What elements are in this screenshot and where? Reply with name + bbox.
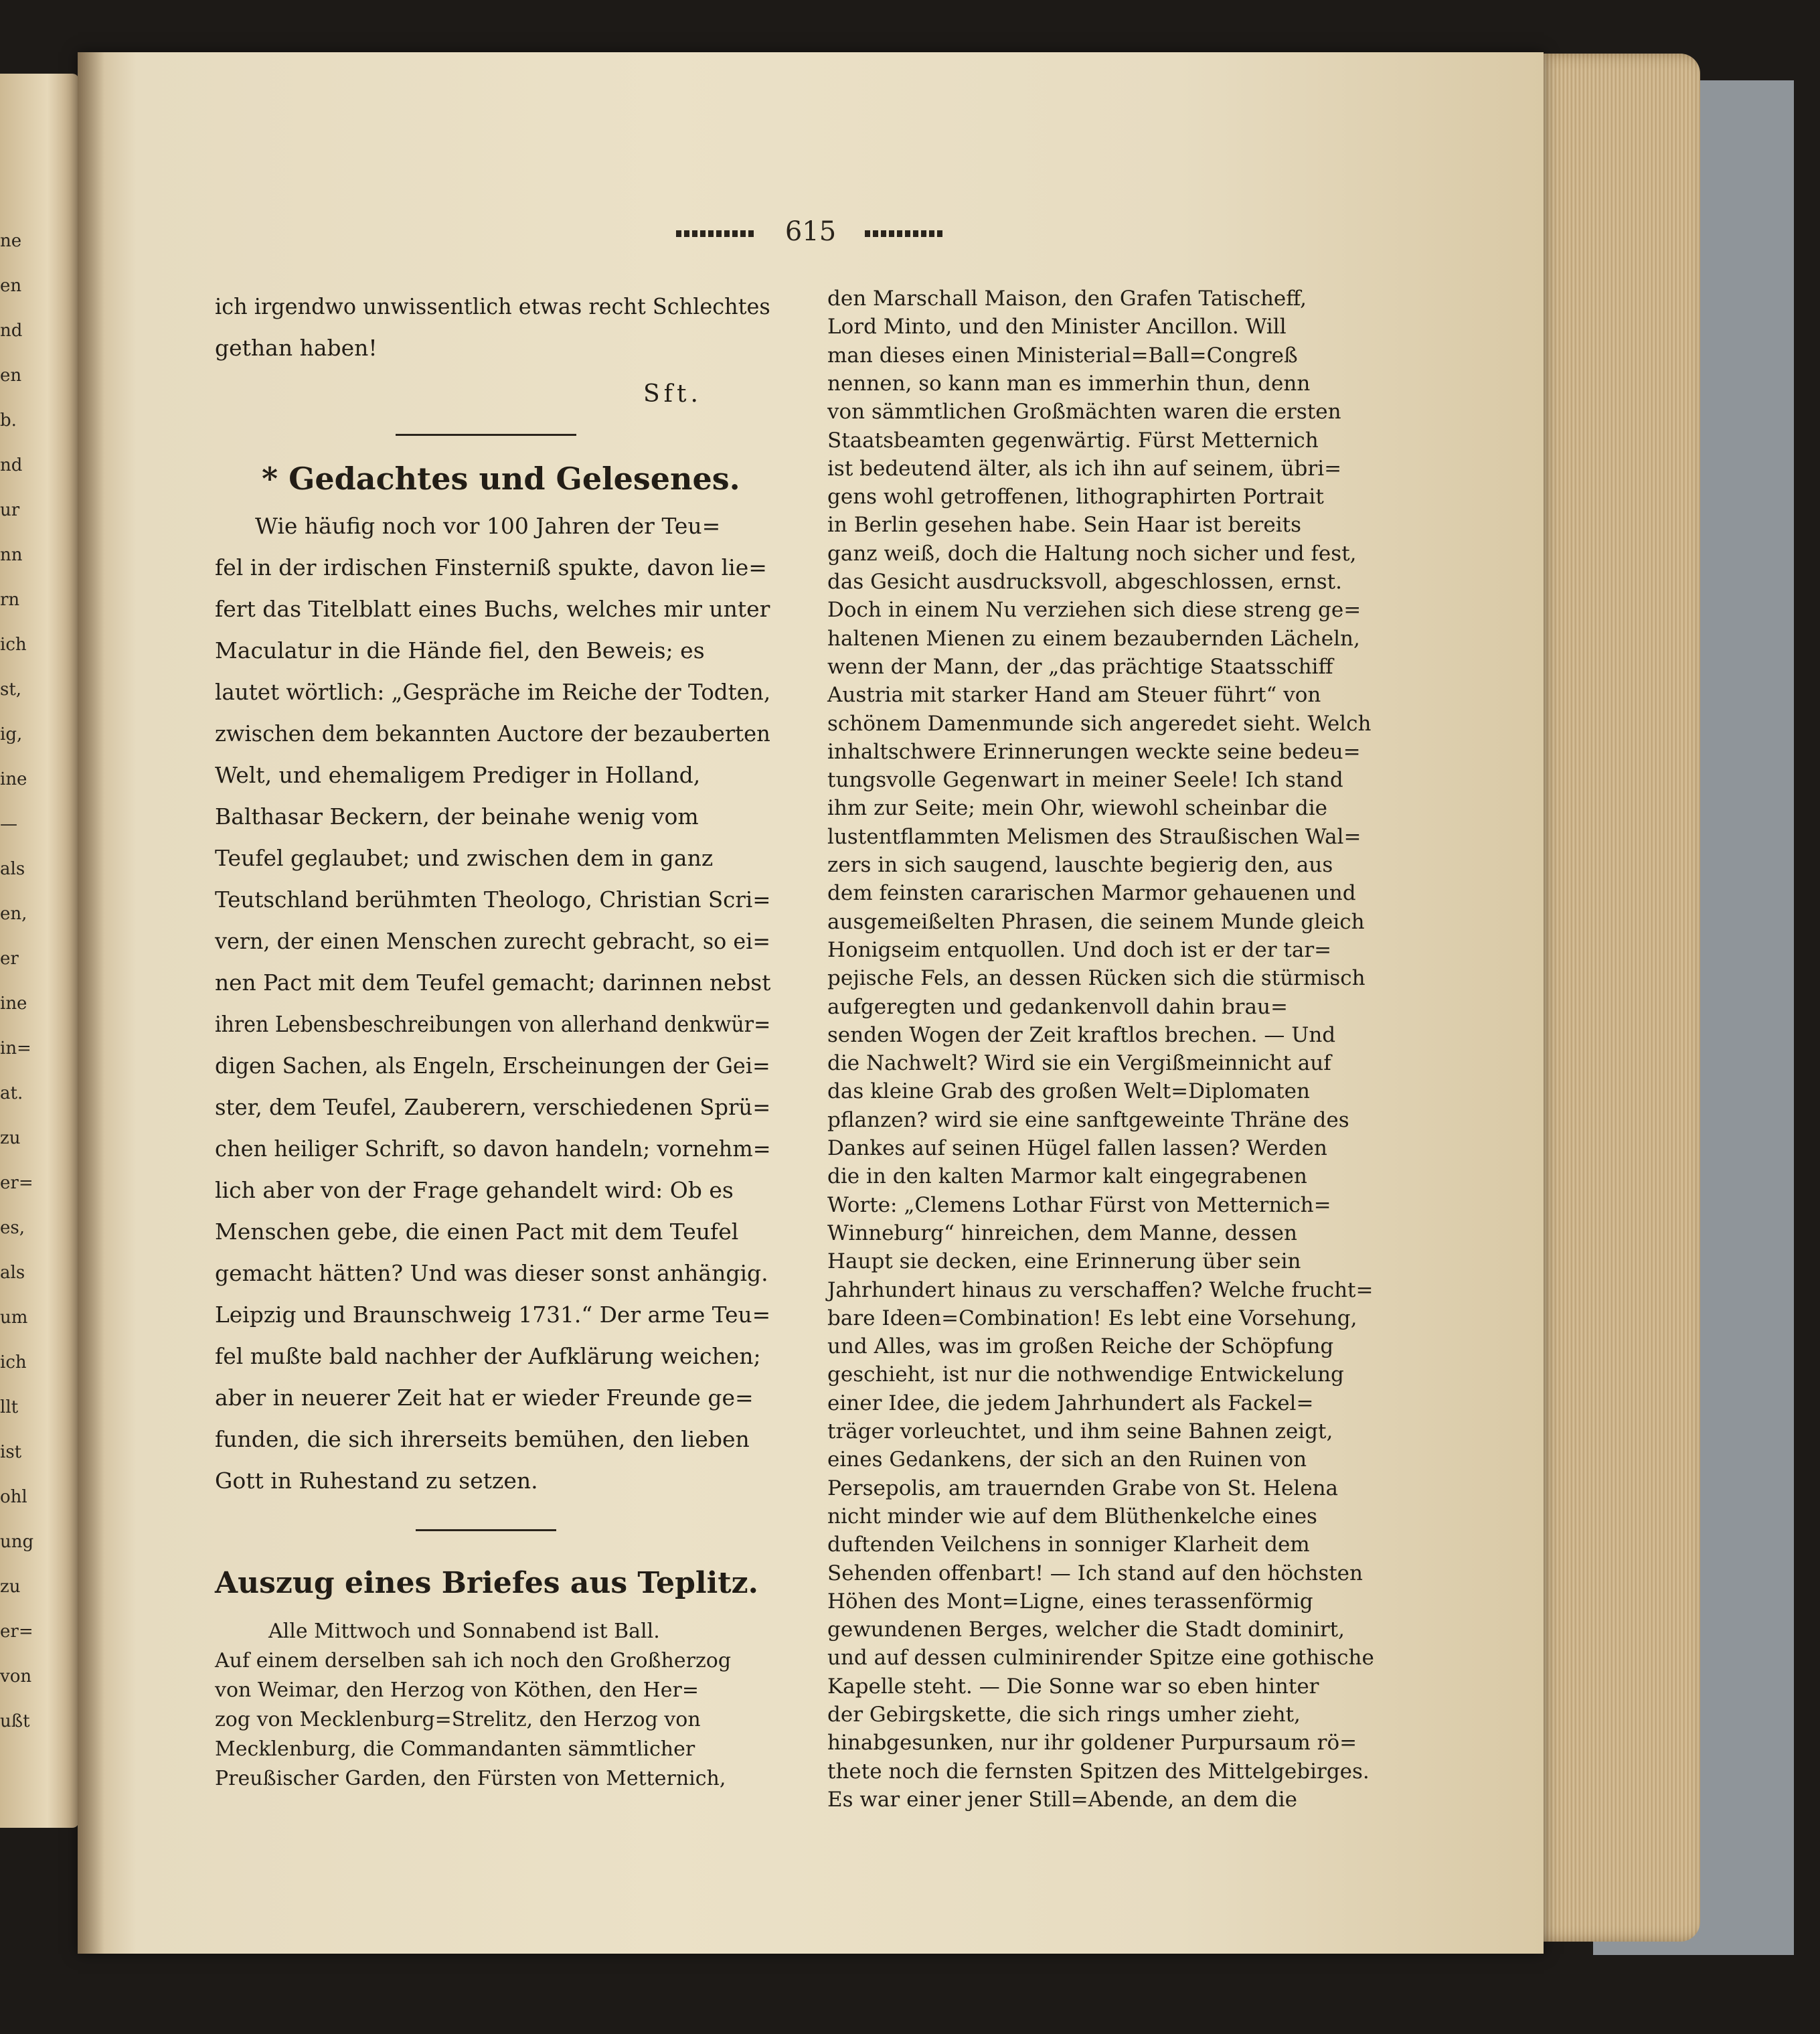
text-line: das kleine Grab des großen Welt=Diplomaten	[827, 1079, 1310, 1104]
text-line: gethan haben!	[215, 335, 378, 361]
text-line: in Berlin gesehen habe. Sein Haar ist bereits	[827, 513, 1302, 538]
text-line: Austria mit starker Hand am Steuer führt“ von	[827, 683, 1321, 708]
text-line: pflanzen? wird sie eine sanftgeweinte Thräne des	[827, 1107, 1349, 1132]
text-line: von Weimar, den Herzog von Köthen, den Her=	[215, 1678, 699, 1702]
text-line: Preußischer Garden, den Fürsten von Metternich,	[215, 1767, 726, 1790]
text-line: ihm zur Seite; mein Ohr, wiewohl scheinbar die	[827, 796, 1327, 821]
left-fragment: nd	[0, 455, 23, 475]
text-line: Persepolis, am trauernden Grabe von St. Helena	[827, 1476, 1339, 1500]
text-line: chen heiliger Schrift, so davon handeln; vornehm=	[215, 1136, 771, 1162]
left-fragment: rn	[0, 590, 20, 610]
text-line: ihren Lebensbeschreibungen von allerhand denkwür=	[215, 1011, 771, 1037]
text-line: lautet wörtlich: „Gespräche im Reiche der Todten,	[215, 679, 771, 705]
text-line: wenn der Mann, der „das prächtige Staatsschiff	[827, 654, 1333, 679]
text-line: haltenen Mienen zu einem bezaubernden Lächeln,	[827, 626, 1360, 651]
left-fragment: als	[0, 859, 25, 879]
left-fragment: ohl	[0, 1487, 27, 1507]
section-divider	[416, 1529, 556, 1531]
text-line: Dankes auf seinen Hügel fallen lassen? Werden	[827, 1136, 1327, 1160]
left-fragment: er=	[0, 1173, 33, 1193]
text-line: geschieht, ist nur die nothwendige Entwickelung	[827, 1362, 1344, 1387]
text-line: von sämmtlichen Großmächten waren die ersten	[827, 400, 1341, 424]
section-divider	[396, 434, 576, 436]
text-line: aufgeregten und gedankenvoll dahin brau=	[827, 994, 1288, 1019]
text-line: Doch in einem Nu verziehen sich diese streng ge=	[827, 598, 1361, 623]
text-line: funden, die sich ihrerseits bemühen, den lieben	[215, 1426, 750, 1452]
left-fragment: um	[0, 1308, 28, 1328]
text-line: die Nachwelt? Wird sie ein Vergißmeinnicht auf	[827, 1051, 1331, 1076]
text-line: das Gesicht ausdrucksvoll, abgeschlossen, ernst.	[827, 570, 1342, 594]
text-line: Teufel geglaubet; und zwischen dem in ganz	[215, 845, 714, 871]
signature: Sft.	[643, 380, 702, 408]
text-line: Jahrhundert hinaus zu verschaffen? Welche frucht=	[827, 1277, 1374, 1302]
text-line: und auf dessen culminirender Spitze eine gothische	[827, 1646, 1374, 1670]
text-line: Gott in Ruhestand zu setzen.	[215, 1468, 538, 1494]
text-line: schönem Damenmunde sich angeredet sieht. Welch	[827, 711, 1372, 736]
left-fragment: ne	[0, 231, 22, 251]
left-fragment: en,	[0, 904, 27, 924]
text-line: Staatsbeamten gegenwärtig. Fürst Metternich	[827, 428, 1319, 453]
left-fragment: zu	[0, 1577, 21, 1597]
text-line: vern, der einen Menschen zurecht gebracht, so ei=	[215, 928, 771, 954]
text-line: gemacht hätten? Und was dieser sonst anhängig.	[215, 1260, 768, 1286]
header-ornament-right	[865, 230, 945, 237]
left-fragment: es,	[0, 1218, 25, 1238]
text-line: thete noch die fernsten Spitzen des Mittelgebirges.	[827, 1759, 1370, 1784]
left-fragment: nn	[0, 545, 23, 565]
text-line: eines Gedankens, der sich an den Ruinen von	[827, 1448, 1307, 1472]
text-line: Welt, und ehemaligem Prediger in Holland,	[215, 762, 701, 788]
left-fragment: ich	[0, 1352, 27, 1373]
text-line: Leipzig und Braunschweig 1731.“ Der arme Teu=	[215, 1302, 771, 1328]
section-heading: Auszug eines Briefes aus Teplitz.	[215, 1566, 758, 1600]
text-line: dem feinsten cararischen Marmor gehauenen und	[827, 881, 1356, 906]
left-fragment: ist	[0, 1442, 22, 1462]
text-line: nicht minder wie auf dem Blüthenkelche eines	[827, 1504, 1317, 1529]
text-line: Wie häufig noch vor 100 Jahren der Teu=	[255, 513, 721, 539]
text-line: einer Idee, die jedem Jahrhundert als Fackel=	[827, 1391, 1314, 1415]
left-fragment: llt	[0, 1397, 19, 1417]
left-fragment: ur	[0, 500, 20, 520]
text-line: fel mußte bald nachher der Aufklärung weichen;	[215, 1343, 761, 1369]
left-fragment: b.	[0, 410, 17, 431]
page-number: 615	[784, 216, 837, 247]
page-gutter-shadow	[78, 52, 104, 1954]
text-line: man dieses einen Ministerial=Ball=Congreß	[827, 343, 1298, 368]
text-line: ganz weiß, doch die Haltung noch sicher und fest,	[827, 541, 1357, 566]
text-line: Worte: „Clemens Lothar Fürst von Metternich=	[827, 1192, 1331, 1217]
left-fragment: en	[0, 366, 22, 386]
text-line: zwischen dem bekannten Auctore der bezauberten	[215, 720, 770, 747]
left-fragment: in=	[0, 1038, 31, 1059]
text-line: Lord Minto, und den Minister Ancillon. Will	[827, 315, 1287, 339]
text-line: gens wohl getroffenen, lithographirten Portrait	[827, 485, 1324, 510]
left-fragment: er	[0, 949, 19, 969]
text-line: Auf einem derselben sah ich noch den Großherzog	[215, 1649, 732, 1672]
text-line: träger vorleuchtet, und ihm seine Bahnen zeigt,	[827, 1419, 1333, 1443]
text-line: aber in neuerer Zeit hat er wieder Freunde ge=	[215, 1385, 754, 1411]
text-line: Teutschland berühmten Theologo, Christian Scri=	[215, 886, 771, 913]
text-line: bare Ideen=Combination! Es lebt eine Vorsehung,	[827, 1306, 1357, 1330]
text-line: digen Sachen, als Engeln, Erscheinungen der Gei=	[215, 1052, 770, 1079]
text-line: Es war einer jener Still=Abende, an dem die	[827, 1787, 1297, 1812]
page-header	[78, 216, 1544, 247]
text-line: nennen, so kann man es immerhin thun, denn	[827, 371, 1311, 396]
left-fragment: ich	[0, 635, 27, 655]
text-line: pejische Fels, an dessen Rücken sich die stürmisch	[827, 966, 1366, 991]
text-line: und Alles, was im großen Reiche der Schöpfung	[827, 1334, 1334, 1359]
left-fragment: en	[0, 276, 22, 296]
text-line: die in den kalten Marmor kalt eingegrabenen	[827, 1164, 1307, 1189]
text-line: fel in der irdischen Finsterniß spukte, davon lie=	[215, 554, 767, 580]
section-heading: * Gedachtes und Gelesenes.	[262, 461, 740, 497]
text-line: zers in sich saugend, lauschte begierig den, aus	[827, 853, 1333, 877]
left-fragment: at.	[0, 1083, 23, 1103]
text-line: senden Wogen der Zeit kraftlos brechen. — Und	[827, 1022, 1336, 1047]
text-line: Höhen des Mont=Ligne, eines terassenförmig	[827, 1589, 1313, 1614]
left-fragment: —	[0, 814, 17, 834]
left-fragment: er=	[0, 1622, 33, 1642]
text-line: Haupt sie decken, eine Erinnerung über sein	[827, 1249, 1301, 1274]
left-fragment: als	[0, 1263, 25, 1283]
text-line: Menschen gebe, die einen Pact mit dem Teufel	[215, 1219, 739, 1245]
text-line: lich aber von der Frage gehandelt wird: Ob es	[215, 1177, 734, 1203]
left-fragment: ine	[0, 994, 27, 1014]
text-line: Winneburg“ hinreichen, dem Manne, dessen	[827, 1221, 1297, 1245]
text-line: hinabgesunken, nur ihr goldener Purpursaum rö=	[827, 1731, 1357, 1755]
text-line: Alle Mittwoch und Sonnabend ist Ball.	[268, 1620, 660, 1643]
text-line: fert das Titelblatt eines Buchs, welches mir unter	[215, 596, 770, 622]
text-line: inhaltschwere Erinnerungen weckte seine bedeu=	[827, 739, 1361, 764]
left-fragment: st,	[0, 680, 22, 700]
text-line: Maculatur in die Hände fiel, den Beweis; es	[215, 637, 705, 663]
text-line: tungsvolle Gegenwart in meiner Seele! Ich stand	[827, 768, 1343, 793]
left-fragment: zu	[0, 1128, 21, 1148]
left-fragment: von	[0, 1666, 32, 1687]
left-fragment: ung	[0, 1532, 34, 1552]
left-fragment: ußt	[0, 1711, 30, 1731]
text-line: ich irgendwo unwissentlich etwas recht Schlechtes	[215, 293, 770, 319]
text-line: nen Pact mit dem Teufel gemacht; darinnen nebst	[215, 969, 771, 996]
text-line: ist bedeutend älter, als ich ihn auf seinem, übri=	[827, 456, 1342, 481]
left-fragment: ine	[0, 769, 27, 789]
text-line: Honigseim entquollen. Und doch ist er der tar=	[827, 937, 1332, 962]
text-line: den Marschall Maison, den Grafen Tatischeff,	[827, 287, 1307, 311]
text-line: Mecklenburg, die Commandanten sämmtlicher	[215, 1737, 695, 1761]
book-page	[78, 52, 1544, 1954]
text-line: ster, dem Teufel, Zauberern, verschiedenen Sprü=	[215, 1094, 771, 1120]
text-line: duftenden Veilchens in sonniger Klarheit dem	[827, 1533, 1310, 1557]
text-line: lustentflammten Melismen des Straußischen Wal=	[827, 824, 1361, 849]
left-fragment: nd	[0, 321, 23, 341]
text-line: Sehenden offenbart! — Ich stand auf den höchsten	[827, 1561, 1363, 1585]
header-ornament-left	[676, 230, 756, 237]
left-fragment: ig,	[0, 724, 23, 745]
text-line: zog von Mecklenburg=Strelitz, den Herzog von	[215, 1708, 701, 1731]
text-line: der Gebirgskette, die sich rings umher zieht,	[827, 1703, 1301, 1727]
text-line: Balthasar Beckern, der beinahe wenig vom	[215, 803, 699, 830]
text-line: ausgemeißelten Phrasen, die seinem Munde gleich	[827, 909, 1365, 934]
text-line: gewundenen Berges, welcher die Stadt dominirt,	[827, 1618, 1345, 1642]
text-line: Kapelle steht. — Die Sonne war so eben hinter	[827, 1674, 1319, 1699]
